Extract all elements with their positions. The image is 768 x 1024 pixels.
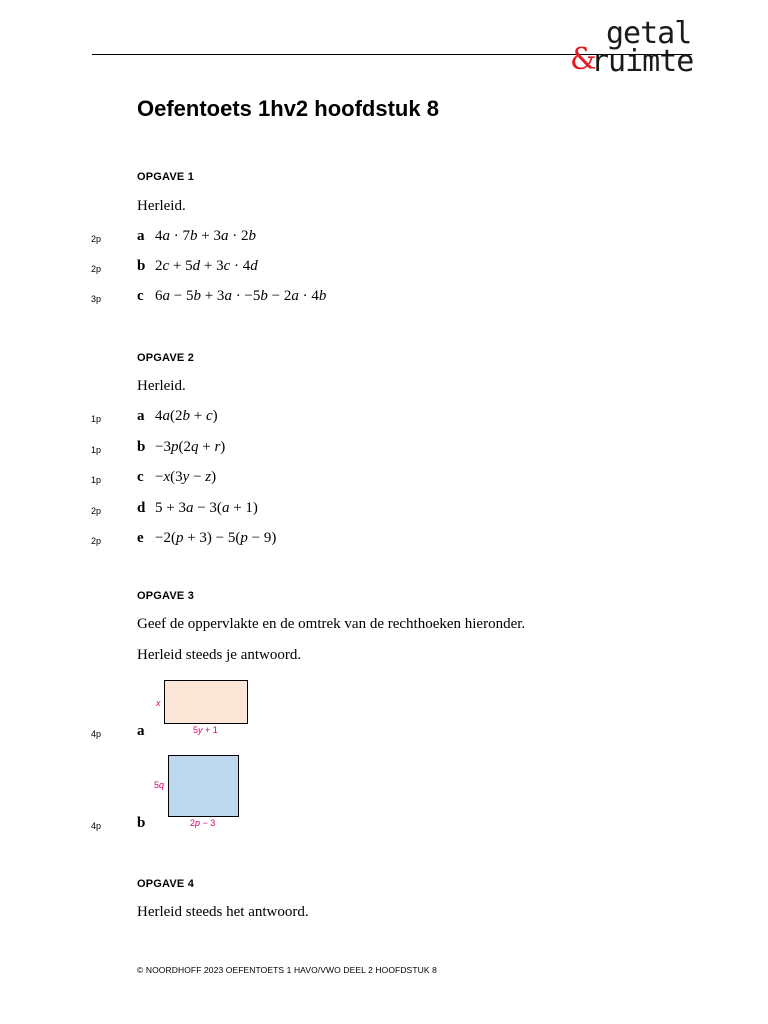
opgave-2b-points: 1p [91,445,102,455]
logo-ampersand: & [570,42,597,77]
opgave-1-instruction: Herleid. [137,198,186,214]
opgave-2a-expression: 4a(2b + c) [155,408,218,424]
page-title: Oefentoets 1hv2 hoofdstuk 8 [137,96,439,121]
opgave-1b-letter: b [137,258,146,274]
rectangle-a [164,680,248,724]
opgave-2-instruction: Herleid. [137,378,186,394]
opgave-2-heading: OPGAVE 2 [137,352,195,364]
opgave-4-instruction: Herleid steeds het antwoord. [137,904,309,920]
rectangle-a-bottom-label: 5y + 1 [193,725,218,735]
opgave-2c-points: 1p [91,475,102,485]
opgave-2d-expression: 5 + 3a − 3(a + 1) [155,500,258,516]
opgave-3a-letter: a [137,723,145,739]
logo-ruimte: ruimte [591,44,694,79]
opgave-3b-points: 4p [91,821,102,831]
opgave-4-heading: OPGAVE 4 [137,878,195,890]
opgave-2a-points: 1p [91,414,102,424]
opgave-3-heading: OPGAVE 3 [137,590,195,602]
rectangle-b [168,755,239,817]
opgave-1a-letter: a [137,228,145,244]
opgave-1c-expression: 6a − 5b + 3a · −5b − 2a · 4b [155,288,327,304]
opgave-2a-letter: a [137,408,145,424]
opgave-3-instruction-2: Herleid steeds je antwoord. [137,647,302,663]
opgave-2e-expression: −2(p + 3) − 5(p − 9) [155,530,277,546]
opgave-3-instruction-1: Geef de oppervlakte en de omtrek van de rechthoeken hieronder. [137,616,526,632]
opgave-2e-letter: e [137,530,144,546]
footer-copyright: © NOORDHOFF 2023 OEFENTOETS 1 HAVO/VWO DEEL 2 HOOFDSTUK 8 [137,965,437,975]
rectangle-b-side-label: 5q [154,780,165,790]
opgave-2c-letter: c [137,469,144,485]
rectangle-a-side-label: x [156,698,161,708]
opgave-1b-expression: 2c + 5d + 3c · 4d [155,258,258,274]
rectangle-b-bottom-label: 2p − 3 [190,818,216,828]
opgave-1c-letter: c [137,288,144,304]
opgave-2d-letter: d [137,500,146,516]
opgave-1a-expression: 4a · 7b + 3a · 2b [155,228,256,244]
opgave-2e-points: 2p [91,536,102,546]
opgave-1c-points: 3p [91,294,102,304]
opgave-3b-letter: b [137,815,146,831]
opgave-2b-letter: b [137,439,146,455]
opgave-2d-points: 2p [91,506,102,516]
opgave-1-heading: OPGAVE 1 [137,171,195,183]
opgave-2c-expression: −x(3y − z) [155,469,217,485]
opgave-3a-points: 4p [91,729,102,739]
opgave-1b-points: 2p [91,264,102,274]
logo-getal: getal [606,16,692,51]
opgave-1a-points: 2p [91,234,102,244]
opgave-2b-expression: −3p(2q + r) [155,439,226,455]
